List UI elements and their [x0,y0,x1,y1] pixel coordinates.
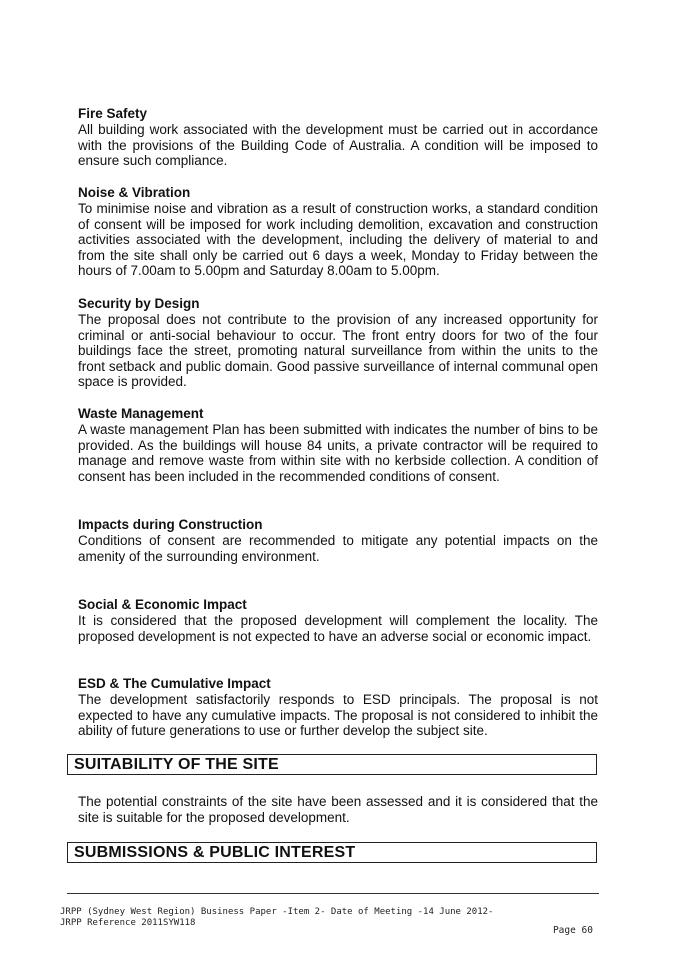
construction-impacts-heading: Impacts during Construction [78,517,263,532]
footer-line-1: JRPP (Sydney West Region) Business Paper -Item 2- Date of Meeting -14 June 2012- [60,907,494,917]
security-design-heading: Security by Design [78,296,200,311]
esd-cumulative-text: The development satisfactorily responds to ESD principals. The proposal is not expected to have any cumulative impacts. The proposal is not considered to inhibit the ability of future generations to use or further develop the subject site. [78,692,598,738]
noise-vibration-heading: Noise & Vibration [78,185,191,200]
fire-safety-heading: Fire Safety [78,106,148,121]
security-design-section [78,296,598,390]
social-economic-section [78,597,598,644]
page-footer [60,907,600,929]
esd-cumulative-heading: ESD & The Cumulative Impact [78,676,271,691]
noise-vibration-text: To minimise noise and vibration as a result of construction works, a standard condition of consent will be imposed for work including demolition, excavation and construction activities associated with the development, including the delivery of material to and from the site shall only be carried out 6 days a week, Monday to Friday between the hours of 7.00am to 5.00pm and Saturday 8.00am to 5.00pm. [78,201,598,278]
footer-divider [67,893,599,894]
submissions-heading: SUBMISSIONS & PUBLIC INTEREST [67,842,597,863]
social-economic-text: It is considered that the proposed development will complement the locality. The proposed development is not expected to have an adverse social or economic impact. [78,613,598,644]
footer-line-2: JRPP Reference 2011SYW118 [60,918,196,928]
security-design-text: The proposal does not contribute to the provision of any increased opportunity for criminal or anti-social behaviour to occur. The front entry doors for two of the four buildings face the street, promoting natural surveillance from within the units to the front setback and public domain. Good passive surveillance of internal communal open space is provided. [78,312,598,389]
waste-management-text: A waste management Plan has been submitted with indicates the number of bins to be provided. As the buildings will house 84 units, a private contractor will be required to manage and remove waste from within site with no kerbside collection. A condition of consent has been included in the recommended conditions of consent. [78,422,598,484]
suitability-section [78,794,598,825]
suitability-heading: SUITABILITY OF THE SITE [67,754,597,775]
fire-safety-text: All building work associated with the development must be carried out in accordance with the provisions of the Building Code of Australia. A condition will be imposed to ensure such compliance. [78,122,598,168]
noise-vibration-section [78,185,598,279]
construction-impacts-section [78,517,598,564]
waste-management-heading: Waste Management [78,406,204,421]
esd-cumulative-section [78,676,598,739]
page-number: Page 60 [552,925,593,936]
social-economic-heading: Social & Economic Impact [78,597,247,612]
fire-safety-section [78,106,598,169]
waste-management-section [78,406,598,484]
suitability-text: The potential constraints of the site have been assessed and it is considered that the site is suitable for the proposed development. [78,794,598,825]
construction-impacts-text: Conditions of consent are recommended to mitigate any potential impacts on the amenity of the surrounding environment. [78,533,598,564]
